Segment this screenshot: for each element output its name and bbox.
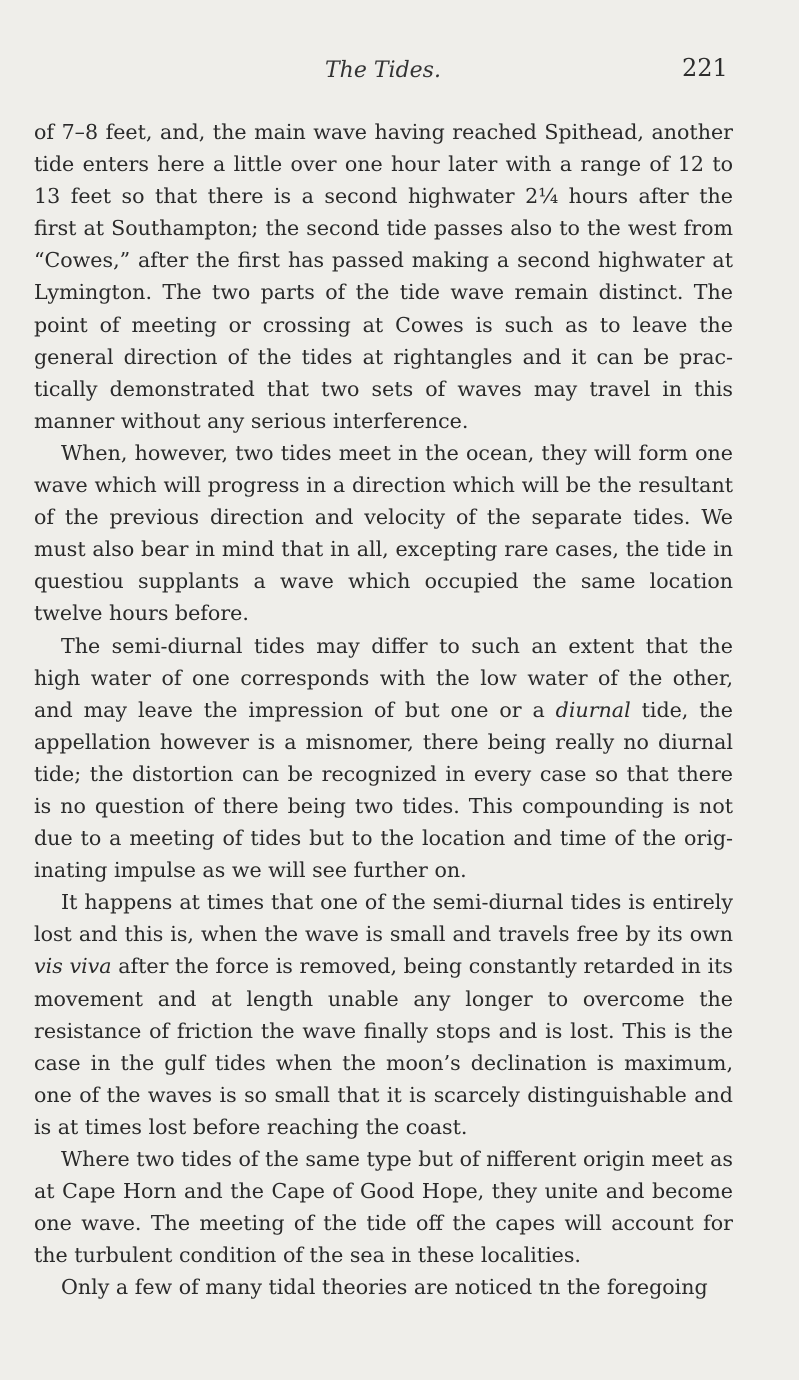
paragraph-6: Only a few of many tidal theories are noticed tn the foregoing: [61, 1275, 708, 1300]
body-text: [34, 116, 733, 1303]
paragraph-4-text-a: It happens at times that one of the semi-diurnal tides is entirely lost and this is, when the wave is small and travels free by its own: [34, 890, 733, 947]
paragraph-4-text-b: after the force is removed, being constantly retarded in its movement and at length unable any longer to overcome the resistance of friction the wave finally stops and is lost. This is the case in the gulf tides when the moon’s declination is maximum, one of the waves is so small that it is scarcely distinguishable and is at times lost before reaching the coast.: [34, 954, 734, 1139]
paragraph-4: [34, 886, 733, 1143]
running-title: The Tides.: [325, 58, 441, 83]
page-header: [0, 54, 799, 88]
paragraph-3-text-a: The semi-diurnal tides may differ to such an extent that the high water of one corresponds with the low water of the other, and may leave the impression of but one or a: [34, 633, 733, 722]
paragraph-1: of 7–8 feet, and, the main wave having reached Spithead, another tide enters here a little over one hour later with a range of 12 to 13 feet so that there is a second highwater 2¼ hours after the first at Southampton; the second tide passes also to the west from “Cowes,” after the first has passed making a second highwater at Lymington. The two parts of the tide wave remain distinct. The point of meeting or crossing at Cowes is such as to leave the general direction of the tides at rightangles and it can be practically demonstrated that two sets of waves may travel in this manner without any serious interference.: [34, 120, 733, 433]
paragraph-5: Where two tides of the same type but of nifferent origin meet as at Cape Horn and the Cape of Good Hope, they unite and become one wave. The meeting of the tide off the capes will account for the turbulent condition of the sea in these localities.: [34, 1147, 733, 1268]
page-number: 221: [682, 54, 728, 82]
paragraph-3-text-b: tide, the appellation however is a misnomer, there being really no diurnal tide; the distortion can be recognized in every case so that there is no question of there being two tides. This compounding is not due to a meeting of tides but to the location and time of the originating impulse as we will see further on.: [34, 697, 733, 883]
paragraph-3: [34, 630, 733, 887]
paragraph-4-italic: vis viva: [34, 954, 112, 979]
paragraph-2: When, however, two tides meet in the ocean, they will form one wave which will progress in a direction which will be the resultant of the previous direction and velocity of the separate tides. We must also bear in mind that in all, excepting rare cases, the tide in questiou supplants a wave which occupied the same location twelve hours before.: [34, 440, 733, 626]
paragraph-3-italic: diurnal: [555, 697, 631, 722]
